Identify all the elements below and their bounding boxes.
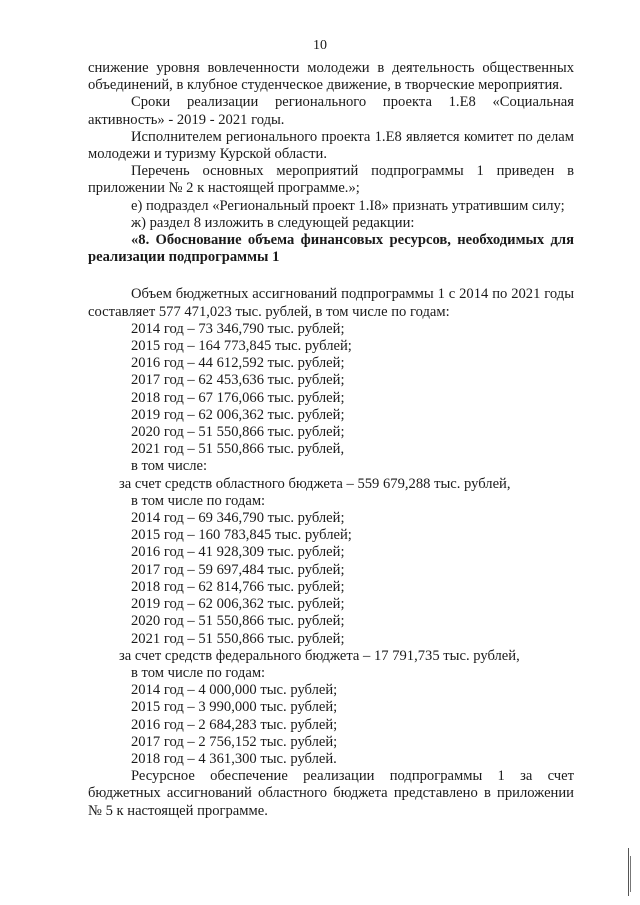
regional-year-2021: 2021 год – 51 550,866 тыс. рублей; bbox=[131, 630, 345, 647]
regional-year-2019: 2019 год – 62 006,362 тыс. рублей; bbox=[131, 596, 345, 613]
document-body bbox=[88, 60, 574, 820]
regional-year-2016: 2016 год – 41 928,309 тыс. рублей; bbox=[131, 544, 345, 561]
regional-by-years: в том числе по годам: bbox=[131, 492, 266, 509]
paragraph-8: Ресурсное обеспечение реализации подпрограммы 1 за счет бюджетных ассигнований областного бюджета представлено в приложении № 5 к настоящей программе. bbox=[88, 768, 574, 819]
paragraph-7: Объем бюджетных ассигнований подпрограммы 1 с 2014 по 2021 годы составляет 577 471,023 тыс. рублей, в том числе по годам: bbox=[88, 286, 574, 320]
scan-edge-marks bbox=[628, 848, 630, 896]
section-heading: «8. Обоснование объема финансовых ресурсов, необходимых для реализации подпрограммы 1 bbox=[88, 232, 574, 266]
spacer bbox=[88, 266, 574, 286]
regional-year-2018: 2018 год – 62 814,766 тыс. рублей; bbox=[131, 578, 345, 595]
federal-budget-line: за счет средств федерального бюджета – 17 791,735 тыс. рублей, bbox=[119, 647, 520, 664]
federal-by-years: в том числе по годам: bbox=[131, 664, 266, 681]
regional-budget-line: за счет средств областного бюджета – 559 679,288 тыс. рублей, bbox=[119, 475, 511, 492]
paragraph-3: Исполнителем регионального проекта 1.Е8 является комитет по делам молодежи и туризму Курской области. bbox=[88, 128, 574, 163]
total-year-2017: 2017 год – 62 453,636 тыс. рублей; bbox=[131, 372, 345, 389]
regional-year-2017: 2017 год – 59 697,484 тыс. рублей; bbox=[131, 561, 345, 578]
total-year-2014: 2014 год – 73 346,790 тыс. рублей; bbox=[131, 320, 345, 337]
paragraph-4: Перечень основных мероприятий подпрограммы 1 приведен в приложении № 2 к настоящей программе.»; bbox=[88, 163, 574, 197]
regional-year-2014: 2014 год – 69 346,790 тыс. рублей; bbox=[131, 510, 345, 527]
regional-year-2020: 2020 год – 51 550,866 тыс. рублей; bbox=[131, 613, 345, 630]
paragraph-2: Сроки реализации регионального проекта 1.Е8 «Социальная активность» - 2019 - 2021 годы. bbox=[88, 94, 574, 128]
total-year-2015: 2015 год – 164 773,845 тыс. рублей; bbox=[131, 338, 352, 355]
total-year-2016: 2016 год – 44 612,592 тыс. рублей; bbox=[131, 355, 345, 372]
regional-year-2015: 2015 год – 160 783,845 тыс. рублей; bbox=[131, 527, 352, 544]
total-year-2020: 2020 год – 51 550,866 тыс. рублей; bbox=[131, 424, 345, 441]
federal-year-2015: 2015 год – 3 990,000 тыс. рублей; bbox=[131, 699, 338, 716]
paragraph-5: е) подраздел «Региональный проект 1.I8» признать утратившим силу; bbox=[131, 197, 565, 214]
total-year-2021: 2021 год – 51 550,866 тыс. рублей, bbox=[131, 441, 345, 458]
federal-year-2016: 2016 год – 2 684,283 тыс. рублей; bbox=[131, 716, 338, 733]
total-year-2018: 2018 год – 67 176,066 тыс. рублей; bbox=[131, 389, 345, 406]
paragraph-6: ж) раздел 8 изложить в следующей редакции: bbox=[131, 214, 415, 231]
total-year-2019: 2019 год – 62 006,362 тыс. рублей; bbox=[131, 406, 345, 423]
page-number: 10 bbox=[313, 38, 327, 53]
federal-year-2014: 2014 год – 4 000,000 тыс. рублей; bbox=[131, 682, 338, 699]
federal-year-2018: 2018 год – 4 361,300 тыс. рублей. bbox=[131, 750, 337, 767]
paragraph-1: снижение уровня вовлеченности молодежи в деятельность общественных объединений, в клубное студенческое движение, в творческие мероприятия. bbox=[88, 60, 574, 94]
in-that-number: в том числе: bbox=[131, 458, 208, 475]
federal-year-2017: 2017 год – 2 756,152 тыс. рублей; bbox=[131, 733, 338, 750]
